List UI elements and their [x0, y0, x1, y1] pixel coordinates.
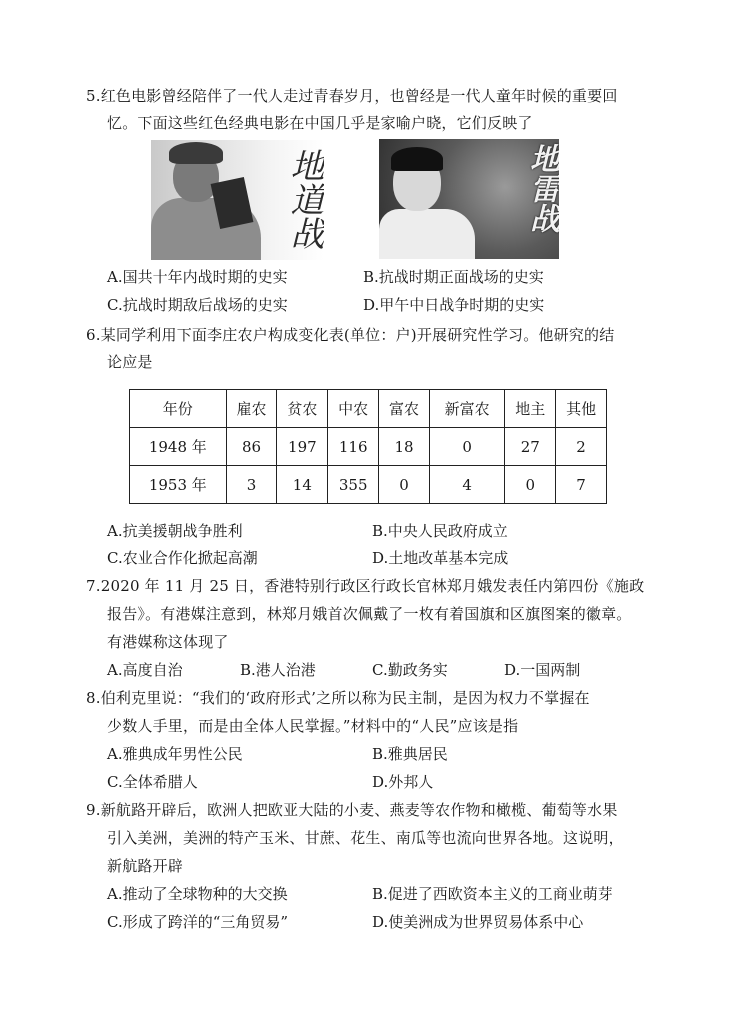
q6-option-a[interactable]: A.抗美援朝战争胜利: [107, 522, 243, 540]
film-title-calligraphy: 地雷战: [524, 143, 559, 233]
q7-option-b[interactable]: B.港人治港: [240, 661, 316, 679]
q8-option-a[interactable]: A.雅典成年男性公民: [107, 745, 243, 763]
q5-option-c[interactable]: C.抗战时期敌后战场的史实: [107, 296, 288, 314]
table-header-cell: 富农: [379, 390, 430, 428]
household-composition-table: [129, 389, 607, 504]
table-cell: 0: [379, 466, 430, 504]
villager-hair: [391, 147, 443, 171]
table-cell: 4: [429, 466, 504, 504]
table-cell: 2: [556, 428, 607, 466]
table-cell: 355: [328, 466, 379, 504]
q7-option-d[interactable]: D.一国两制: [504, 661, 581, 679]
table-cell: 1953 年: [130, 466, 227, 504]
villager-figure: [379, 209, 475, 259]
q5-option-b[interactable]: B.抗战时期正面战场的史实: [363, 268, 544, 286]
q5-stem-line-2: 忆。下面这些红色经典电影在中国几乎是家喻户晓，它们反映了: [107, 114, 533, 132]
q7-stem-line-1: 7.2020 年 11 月 25 日，香港特别行政区行政长官林郑月娥发表任内第四份《施政: [86, 577, 645, 595]
q7-option-a[interactable]: A.高度自治: [107, 661, 183, 679]
q9-option-b[interactable]: B.促进了西欧资本主义的工商业萌芽: [372, 885, 613, 903]
table-cell: 0: [429, 428, 504, 466]
q9-option-c[interactable]: C.形成了跨洋的“三角贸易”: [107, 913, 289, 931]
q8-option-d[interactable]: D.外邦人: [372, 773, 434, 791]
table-header-row: [130, 390, 607, 428]
table-cell: 14: [277, 466, 328, 504]
table-row: [130, 428, 607, 466]
table-cell: 0: [505, 466, 556, 504]
q8-option-c[interactable]: C.全体希腊人: [107, 773, 198, 791]
q9-option-d[interactable]: D.使美洲成为世界贸易体系中心: [372, 913, 584, 931]
q8-stem-line-2: 少数人手里，而是由全体人民掌握。”材料中的“人民”应该是指: [107, 717, 519, 735]
table-header-cell: 新富农: [429, 390, 504, 428]
soldier-cap: [169, 142, 223, 164]
film-title-calligraphy: 地道战: [284, 148, 324, 250]
q7-stem-line-3: 有港媒称这体现了: [107, 633, 229, 651]
table-header-cell: 贫农: [277, 390, 328, 428]
table-cell: 7: [556, 466, 607, 504]
film-still-tunnel-warfare: [151, 140, 324, 260]
q6-option-b[interactable]: B.中央人民政府成立: [372, 522, 508, 540]
table-cell: 3: [226, 466, 277, 504]
film-still-mine-warfare: [379, 139, 559, 259]
q7-stem-line-2: 报告》。有港媒注意到，林郑月娥首次佩戴了一枚有着国旗和区旗图案的徽章。: [107, 605, 632, 623]
table-header-cell: 年份: [130, 390, 227, 428]
table-cell: 1948 年: [130, 428, 227, 466]
q7-option-c[interactable]: C.勤政务实: [372, 661, 448, 679]
table-cell: 116: [328, 428, 379, 466]
q6-option-d[interactable]: D.土地改革基本完成: [372, 549, 509, 567]
table-header-cell: 中农: [328, 390, 379, 428]
table-cell: 27: [505, 428, 556, 466]
q9-stem-line-3: 新航路开辟: [107, 857, 184, 875]
q8-stem-line-1: 8.伯利克里说：“我们的‘政府形式’之所以称为民主制，是因为权力不掌握在: [86, 689, 590, 707]
table-header-cell: 地主: [505, 390, 556, 428]
table-cell: 86: [226, 428, 277, 466]
q5-stem-line-1: 5.红色电影曾经陪伴了一代人走过青春岁月，也曾经是一代人童年时候的重要回: [86, 87, 618, 105]
q8-option-b[interactable]: B.雅典居民: [372, 745, 448, 763]
table-row: [130, 466, 607, 504]
table-cell: 18: [379, 428, 430, 466]
q9-option-a[interactable]: A.推动了全球物种的大交换: [107, 885, 288, 903]
table-cell: 197: [277, 428, 328, 466]
q6-stem-line-1: 6.某同学利用下面李庄农户构成变化表(单位：户)开展研究性学习。他研究的结: [86, 326, 615, 344]
q5-option-d[interactable]: D.甲午中日战争时期的史实: [363, 296, 545, 314]
table-header-cell: 其他: [556, 390, 607, 428]
table-header-cell: 雇农: [226, 390, 277, 428]
q6-stem-line-2: 论应是: [107, 353, 153, 371]
q9-stem-line-1: 9.新航路开辟后，欧洲人把欧亚大陆的小麦、燕麦等农作物和橄榄、葡萄等水果: [86, 801, 618, 819]
q9-stem-line-2: 引入美洲，美洲的特产玉米、甘蔗、花生、南瓜等也流向世界各地。这说明，: [107, 829, 624, 847]
q5-option-a[interactable]: A.国共十年内战时期的史实: [107, 268, 288, 286]
q6-option-c[interactable]: C.农业合作化掀起高潮: [107, 549, 258, 567]
